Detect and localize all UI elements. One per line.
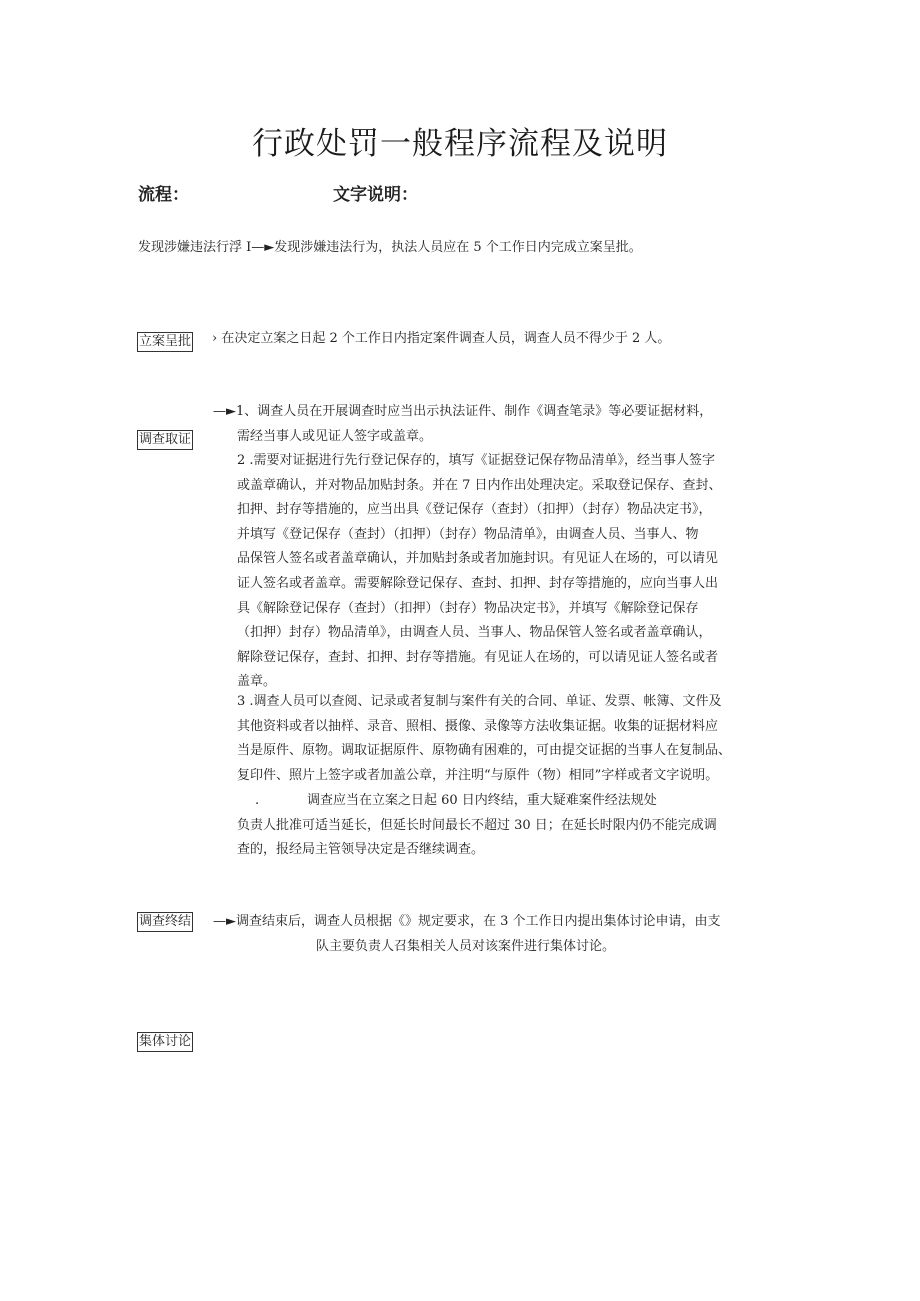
evidence-item-2	[237, 449, 722, 695]
item-4-marker: .	[255, 793, 260, 808]
evidence-line: 负责人批准可适当延长，但延长时间最长不超过 30 日；在延长时限内仍不能完成调	[237, 817, 717, 833]
evidence-line: 当是原件、原物。调取证据原件、原物确有困难的，可由提交证据的当事人在复制品、	[237, 743, 732, 759]
evidence-item-3	[237, 690, 731, 788]
step-box-taolun: 集体讨论	[137, 1032, 193, 1052]
evidence-line: 盖章。	[237, 674, 277, 690]
flow-header: 流程：	[138, 185, 189, 205]
step-box-zhongjie: 调查终结	[137, 912, 193, 932]
text-header: 文字说明：	[333, 185, 418, 205]
evidence-line: 或盖章确认，并对物品加贴封条。并在 7 日内作出处理决定。采取登记保存、查封、	[237, 477, 722, 493]
evidence-line: 复印件、照片上签字或者加盖公章，并注明“与原件（物）相同”字样或者文字说明。	[237, 767, 719, 783]
step-box-diaocha: 调查取证	[137, 430, 193, 450]
end-line: —►调查结束后，调查人员根据《》规定要求，在 3 个工作日内提出集体讨论申请，由支	[213, 914, 721, 929]
evidence-line: 2 .需要对证据进行先行登记保存的，填写《证据登记保存物品清单》，经当事人签字	[237, 453, 716, 468]
evidence-line: 调查应当在立案之日起 60 日内终结，重大疑难案件经法规处	[307, 793, 657, 808]
evidence-item-1	[213, 400, 712, 449]
evidence-line: 证人签名或者盖章。需要解除登记保存、查封、扣押、封存等措施的，应向当事人出	[237, 575, 719, 591]
evidence-line: 品保管人签名或者盖章确认，并加贴封条或者加施封识。有见证人在场的，可以请见	[237, 551, 719, 567]
evidence-line: 并填写《登记保存（查封）（扣押）（封存）物品清单》，由调查人员、当事人、物	[237, 526, 699, 542]
end-description	[213, 910, 721, 959]
evidence-line: 需经当事人或见证人签字或盖章。	[237, 428, 433, 444]
evidence-line: （扣押）封存）物品清单》，由调查人员、当事人、物品保管人签名或者盖章确认，	[237, 625, 712, 641]
end-line: 队主要负责人召集相关人员对该案件进行集体讨论。	[316, 938, 616, 954]
discover-line: 发现涉嫌违法行浮 I—►发现涉嫌违法行为，执法人员应在 5 个工作日内完成立案呈批。	[138, 240, 642, 255]
evidence-line: 查的，报经局主管领导决定是否继续调查。	[237, 842, 485, 858]
step-box-lian: 立案呈批	[137, 332, 193, 352]
lian-description: › 在决定立案之日起 2 个工作日内指定案件调查人员，调查人员不得少于 2 人。	[212, 331, 671, 346]
page-title: 行政处罚一般程序流程及说明	[252, 126, 668, 162]
evidence-item-4	[237, 789, 717, 863]
evidence-line: 具《解除登记保存（查封）（扣押）（封存）物品决定书》，并填写《解除登记保存	[237, 600, 699, 616]
evidence-line: 其他资料或者以抽样、录音、照相、摄像、录像等方法收集证据。收集的证据材料应	[237, 718, 719, 734]
evidence-line: 解除登记保存，查封、扣押、封存等措施。有见证人在场的，可以请见证人签名或者	[237, 649, 719, 665]
evidence-line: 扣押、封存等措施的，应当出具《登记保存（查封）（扣押）（封存）物品决定书》，	[237, 502, 712, 518]
evidence-line: 3 .调查人员可以查阅、记录或者复制与案件有关的合同、单证、发票、帐簿、文件及	[237, 694, 722, 709]
evidence-line: —►1、调查人员在开展调查时应当出示执法证件、制作《调查笔录》等必要证据材料，	[213, 404, 713, 419]
